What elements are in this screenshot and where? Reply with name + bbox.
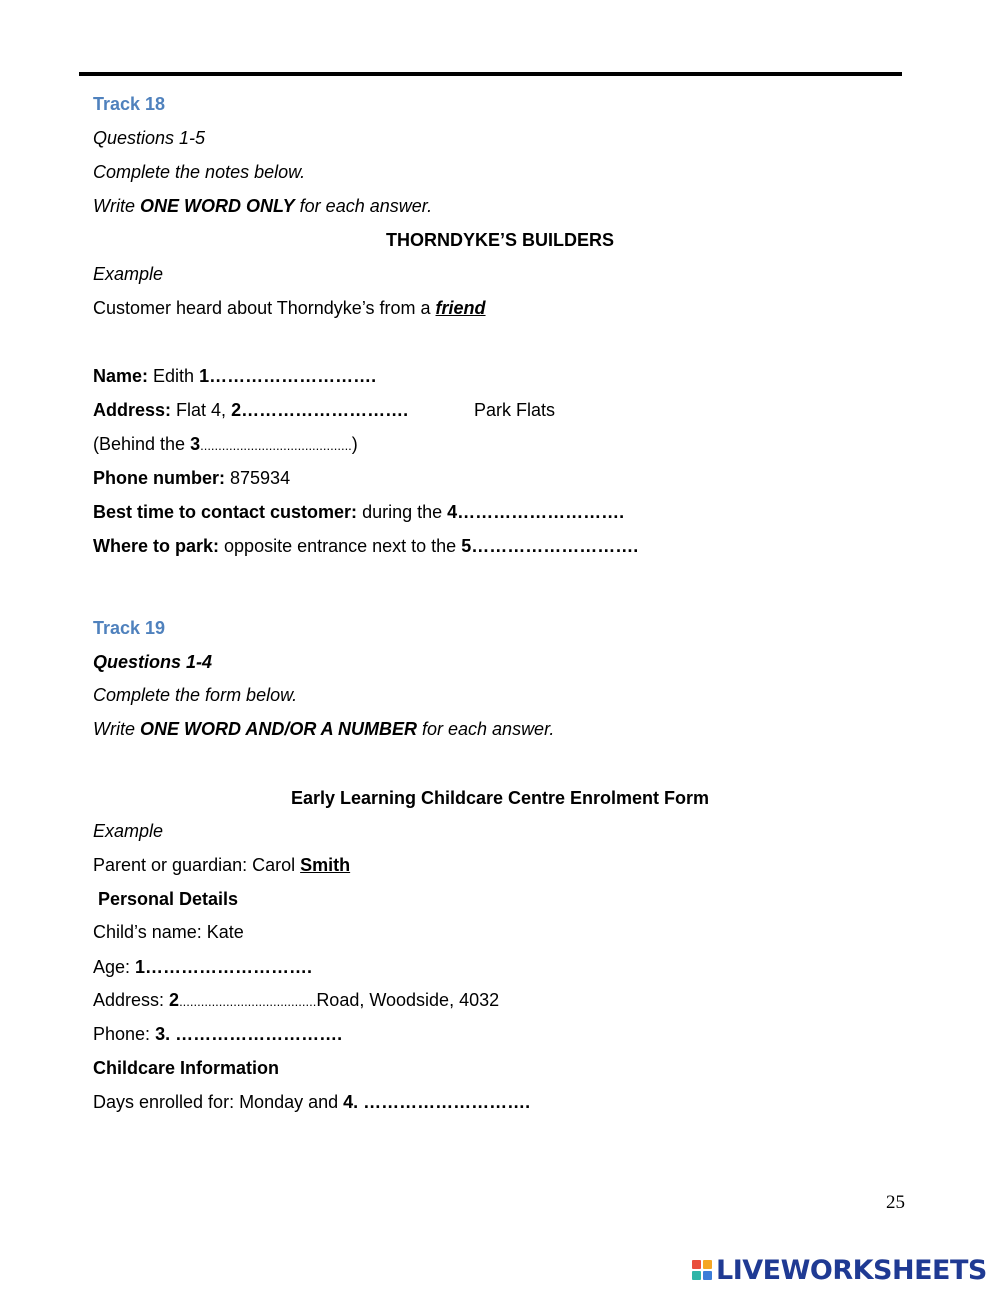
- behind-pre: (Behind the: [93, 434, 191, 454]
- page-number: 25: [886, 1192, 905, 1213]
- answer-blank-5[interactable]: ……………………….: [471, 536, 639, 556]
- behind-line: [93, 433, 358, 457]
- age-line: [93, 956, 312, 978]
- example-answer: friend: [435, 298, 486, 318]
- notes-title: THORNDYKE’S BUILDERS: [385, 230, 614, 250]
- days-line: [93, 1091, 530, 1113]
- park-label: Where to park:: [93, 536, 220, 556]
- q3-number-2: 3.: [155, 1024, 171, 1044]
- logo-square-4: [703, 1271, 712, 1280]
- best-time-label: Best time to contact customer:: [93, 502, 358, 522]
- days-label: Days enrolled for: Monday and: [93, 1092, 344, 1112]
- logo-square-3: [692, 1271, 701, 1280]
- top-rule: [79, 72, 902, 76]
- phone-label: Phone number:: [93, 468, 226, 488]
- logo-square-1: [692, 1260, 701, 1269]
- age-label: Age:: [93, 957, 136, 977]
- example-answer-2: Smith: [300, 855, 351, 875]
- child-address-label: Address:: [93, 990, 170, 1010]
- track-19-heading: Track 19: [93, 618, 166, 638]
- example-text-2: Parent or guardian: Carol: [93, 855, 301, 875]
- best-time-value: during the: [357, 502, 448, 522]
- write-post: for each answer.: [294, 196, 433, 216]
- answer-blank-3[interactable]: ..........................................: [200, 438, 352, 453]
- example-line: [93, 297, 486, 319]
- write-pre: Write: [93, 196, 140, 216]
- write-post-2: for each answer.: [417, 719, 555, 739]
- name-line: [93, 365, 376, 387]
- answer-blank-2[interactable]: ……………………….: [241, 400, 409, 420]
- answer-blank-address[interactable]: ......................................: [179, 994, 317, 1009]
- instruction-text: Complete the notes below.: [93, 162, 306, 182]
- q2-number: 2: [231, 400, 242, 420]
- answer-blank-days[interactable]: ……………………….: [363, 1092, 531, 1112]
- questions-label-2: Questions 1-4: [93, 652, 213, 672]
- example-line-2: [93, 854, 350, 876]
- q3-number: 3: [190, 434, 201, 454]
- answer-blank-age[interactable]: ……………………….: [145, 957, 313, 977]
- word-limit-instruction: [93, 195, 432, 217]
- example-label-2: Example: [93, 821, 164, 841]
- logo-mark-icon: [692, 1260, 712, 1280]
- form-title: Early Learning Childcare Centre Enrolment Form: [290, 788, 710, 808]
- liveworksheets-logo: [692, 1254, 987, 1286]
- child-address-after: Road, Woodside, 4032: [316, 990, 500, 1010]
- behind-post: ): [351, 434, 358, 454]
- word-limit-2: ONE WORD AND/OR A NUMBER: [140, 719, 417, 739]
- q1-number-2: 1: [135, 957, 146, 977]
- answer-blank-phone[interactable]: ……………………….: [175, 1024, 343, 1044]
- phone-line: [93, 467, 290, 489]
- questions-label: Questions 1-5: [93, 128, 206, 148]
- logo-square-2: [703, 1260, 712, 1269]
- address-line: [93, 399, 408, 421]
- address-value: Flat 4,: [171, 400, 232, 420]
- child-phone-label: Phone:: [93, 1024, 156, 1044]
- example-text: Customer heard about Thorndyke’s from a: [93, 298, 436, 318]
- address-label: Address:: [93, 400, 172, 420]
- childcare-info-heading: Childcare Information: [93, 1058, 280, 1078]
- track-18-heading: Track 18: [93, 94, 166, 114]
- q4-number: 4: [447, 502, 458, 522]
- best-time-line: [93, 501, 624, 523]
- child-phone-line: [93, 1023, 342, 1045]
- answer-blank-4[interactable]: ……………………….: [457, 502, 625, 522]
- word-limit: ONE WORD ONLY: [140, 196, 295, 216]
- q1-number: 1: [199, 366, 210, 386]
- name-value: Edith: [148, 366, 200, 386]
- instruction-text-2: Complete the form below.: [93, 685, 298, 705]
- logo-text: LIVEWORKSHEETS: [716, 1254, 987, 1286]
- q5-number: 5: [461, 536, 472, 556]
- park-line: [93, 535, 638, 557]
- word-limit-instruction-2: [93, 718, 554, 740]
- example-label: Example: [93, 264, 164, 284]
- park-value: opposite entrance next to the: [219, 536, 462, 556]
- q4-number-2: 4.: [343, 1092, 359, 1112]
- personal-details-heading: Personal Details: [98, 889, 239, 909]
- phone-value: 875934: [225, 468, 291, 488]
- answer-blank-1[interactable]: ……………………….: [209, 366, 377, 386]
- write-pre-2: Write: [93, 719, 140, 739]
- child-address-line: [93, 989, 499, 1013]
- name-label: Name:: [93, 366, 149, 386]
- child-name-line: Child’s name: Kate: [93, 922, 244, 942]
- q2-number-2: 2: [169, 990, 180, 1010]
- park-flats-text: Park Flats: [474, 400, 556, 420]
